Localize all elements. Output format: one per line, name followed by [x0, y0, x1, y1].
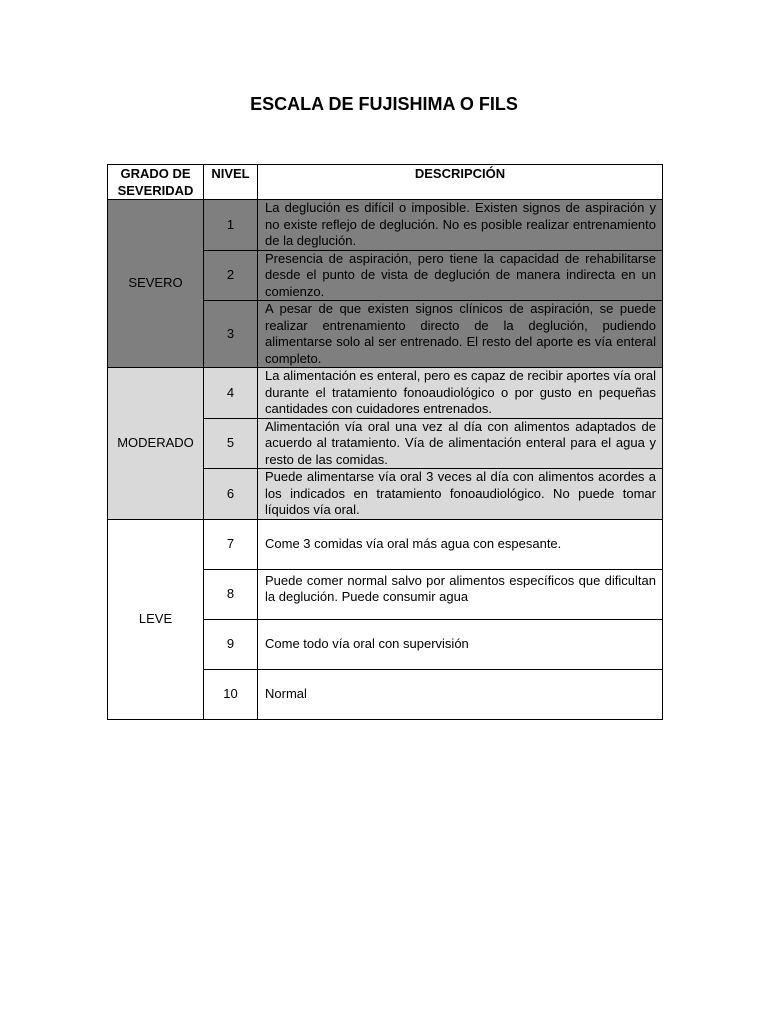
level-cell: 10 [204, 669, 258, 719]
table-row [108, 200, 663, 251]
description-cell: Puede comer normal salvo por alimentos específicos que dificultan la deglución. Puede consumir agua [258, 569, 663, 619]
description-cell: Come todo vía oral con supervisión [258, 619, 663, 669]
grade-severe: SEVERO [108, 200, 204, 368]
level-cell: 7 [204, 519, 258, 569]
table-row [108, 368, 663, 419]
level-cell: 1 [204, 200, 258, 251]
level-cell: 6 [204, 469, 258, 520]
level-cell: 2 [204, 250, 258, 301]
description-cell: La deglución es difícil o imposible. Existen signos de aspiración y no existe reflejo de deglución. No es posible realizar entrenamiento de la deglución. [258, 200, 663, 251]
header-level: NIVEL [204, 165, 258, 200]
header-grade [108, 165, 204, 200]
fujishima-scale-table [107, 164, 663, 720]
description-cell: Puede alimentarse vía oral 3 veces al día con alimentos acordes a los indicados en tratamiento fonoaudiológico. No puede tomar líquidos vía oral. [258, 469, 663, 520]
description-cell: Alimentación vía oral una vez al día con alimentos adaptados de acuerdo al tratamiento. Vía de alimentación enteral para el agua y resto de las comidas. [258, 418, 663, 469]
description-cell: A pesar de que existen signos clínicos de aspiración, se puede realizar entrenamiento directo de la deglución, pudiendo alimentarse solo al ser entrenado. El resto del aporte es vía enteral completo. [258, 301, 663, 368]
grade-moderate: MODERADO [108, 368, 204, 520]
header-description: DESCRIPCIÓN [258, 165, 663, 200]
description-cell: Come 3 comidas vía oral más agua con espesante. [258, 519, 663, 569]
level-cell: 3 [204, 301, 258, 368]
header-grade-line1: GRADO DE [120, 166, 191, 181]
header-grade-line2: SEVERIDAD [117, 182, 194, 198]
level-cell: 5 [204, 418, 258, 469]
level-cell: 9 [204, 619, 258, 669]
description-cell: Normal [258, 669, 663, 719]
description-cell: Presencia de aspiración, pero tiene la capacidad de rehabilitarse desde el punto de vista de deglución de manera indirecta en un comienzo. [258, 250, 663, 301]
page-title: ESCALA DE FUJISHIMA O FILS [250, 94, 518, 114]
grade-mild: LEVE [108, 519, 204, 719]
level-cell: 4 [204, 368, 258, 419]
description-cell: La alimentación es enteral, pero es capaz de recibir aportes vía oral durante el tratamiento fonoaudiológico o por gusto en pequeñas cantidades con cuidadores entrenados. [258, 368, 663, 419]
table-header-row [108, 165, 663, 200]
level-cell: 8 [204, 569, 258, 619]
table-row [108, 519, 663, 569]
